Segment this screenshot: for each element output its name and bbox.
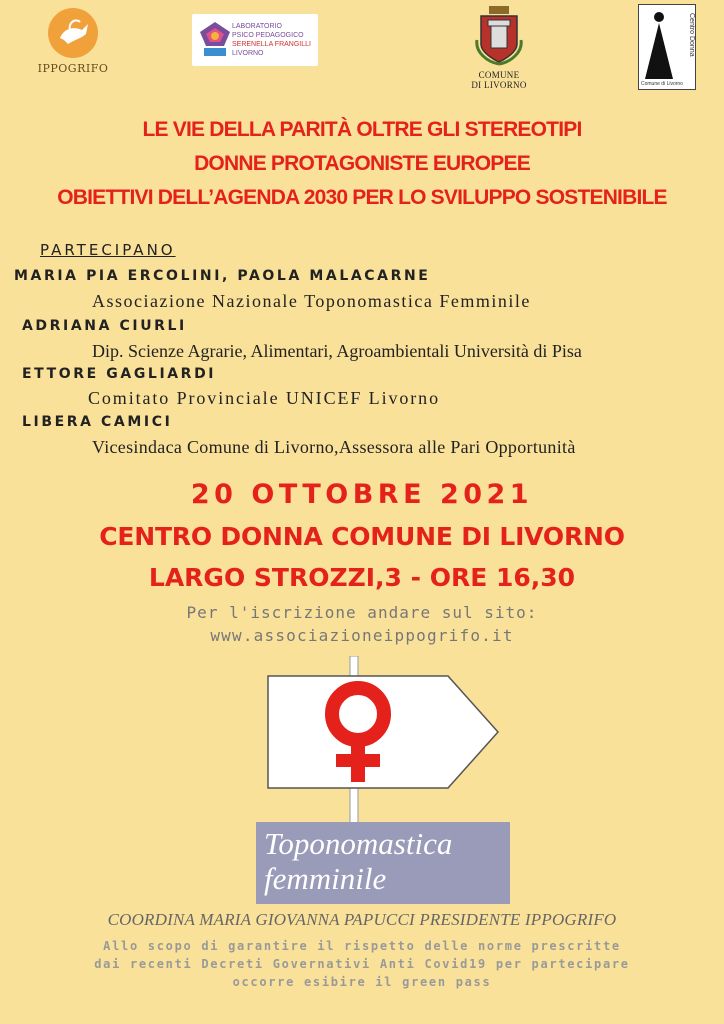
footer-line-3: occorre esibire il green pass bbox=[232, 975, 492, 989]
title-line-2: DONNE PROTAGONISTE EUROPEE bbox=[194, 152, 530, 175]
comune-livorno-logo bbox=[466, 4, 532, 92]
title-line-1: LE VIE DELLA PARITÀ OLTRE GLI STEREOTIPI bbox=[142, 118, 582, 141]
participant-name: ADRIANA CIURLI bbox=[22, 318, 187, 334]
ippogrifo-label: IPPOGRIFO bbox=[37, 62, 109, 75]
participant-affiliation: Dip. Scienze Agrarie, Alimentari, Agroambientali Università di Pisa bbox=[92, 341, 582, 361]
ippogrifo-emblem-icon bbox=[48, 8, 98, 58]
woman-silhouette-icon bbox=[643, 9, 683, 83]
event-address-time: LARGO STROZZI,3 - ORE 16,30 bbox=[148, 563, 576, 592]
event-date: 20 OTTOBRE 2021 bbox=[190, 479, 534, 510]
centro-donna-label: Centro Donna bbox=[688, 13, 695, 57]
toponomastica-line-2: femminile bbox=[264, 861, 387, 896]
centro-donna-logo bbox=[638, 4, 696, 90]
event-place: CENTRO DONNA COMUNE DI LIVORNO bbox=[99, 522, 625, 551]
ippogrifo-logo bbox=[28, 8, 118, 80]
partecipano-heading: PARTECIPANO bbox=[40, 241, 176, 259]
comune-line-2: DI LIVORNO bbox=[471, 80, 527, 90]
lab-line-2: PSICO PEDAGOGICO bbox=[232, 32, 304, 39]
centro-donna-sublabel: Comune di Livorno bbox=[641, 81, 683, 87]
lab-line-1: LABORATORIO bbox=[232, 23, 282, 30]
coordina-line: COORDINA MARIA GIOVANNA PAPUCCI PRESIDENTE IPPOGRIFO bbox=[107, 910, 617, 929]
participant-affiliation: Comitato Provinciale UNICEF Livorno bbox=[88, 388, 440, 408]
toponomastica-line-1: Toponomastica bbox=[264, 826, 453, 861]
comune-line-1: COMUNE bbox=[478, 70, 520, 80]
lab-line-3: SERENELLA FRANGILLI bbox=[232, 41, 311, 48]
registration-website-link[interactable]: www.associazioneippogrifo.it bbox=[210, 626, 514, 645]
footer-line-2: dai recenti Decreti Governativi Anti Covid19 per partecipare bbox=[94, 957, 630, 971]
participant-affiliation: Vicesindaca Comune di Livorno,Assessora alle Pari Opportunità bbox=[92, 437, 576, 457]
lab-line-4: LIVORNO bbox=[232, 50, 264, 57]
participant-affiliation: Associazione Nazionale Toponomastica Femminile bbox=[92, 291, 531, 311]
coat-of-arms-icon bbox=[473, 4, 525, 66]
participant-name: MARIA PIA ERCOLINI, PAOLA MALACARNE bbox=[14, 268, 431, 284]
title-line-3: OBIETTIVI DELL’AGENDA 2030 PER LO SVILUPPO SOSTENIBILE bbox=[57, 186, 667, 209]
footer-line-1: Allo scopo di garantire il rispetto delle norme prescritte bbox=[103, 939, 621, 953]
registration-text: Per l'iscrizione andare sul sito: bbox=[186, 603, 538, 622]
puzzle-icon bbox=[198, 20, 232, 60]
participant-name: ETTORE GAGLIARDI bbox=[22, 366, 217, 382]
participant-name: LIBERA CAMICI bbox=[22, 414, 173, 430]
laboratorio-logo bbox=[192, 14, 318, 66]
